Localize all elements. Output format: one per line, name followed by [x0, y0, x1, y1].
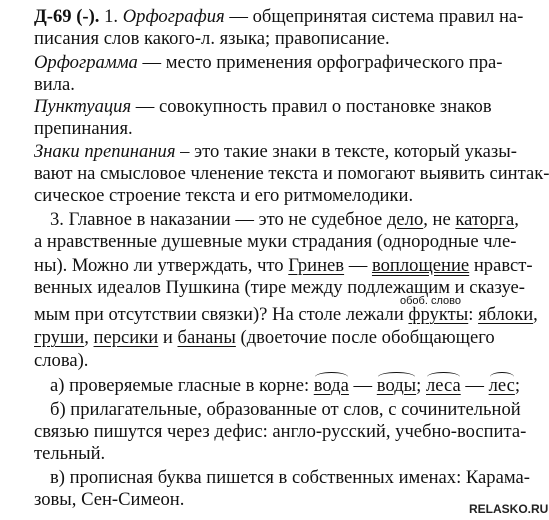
root-marked-word: вода — [313, 375, 349, 396]
sentence-text: , — [533, 304, 538, 325]
text-line — [50, 375, 520, 397]
text-line: связью пишутся через дефис: англо-русский, учебно-воспита- — [34, 421, 527, 442]
text-line — [34, 304, 538, 326]
predicate-underlined: воплощение — [371, 255, 470, 276]
sentence-text: — — [460, 375, 489, 396]
text-line: тельный. — [34, 443, 106, 464]
sentence-text: ; — [416, 375, 426, 396]
text-line: препинания. — [34, 118, 133, 139]
term-znaki-prepinaniya: Знаки препинания — [34, 141, 176, 162]
text-line — [34, 52, 502, 74]
underlined-word: персики — [93, 327, 159, 348]
watermark: RELASKO.RU — [469, 502, 549, 516]
definition-text: — совокупность правил о постановке знаков — [131, 96, 492, 117]
definition-text: — общепринятая система правил на- — [224, 6, 524, 27]
text-line — [34, 327, 495, 349]
underlined-word: груши — [34, 327, 85, 348]
subject-underlined: Гринев — [288, 255, 345, 276]
sentence-text: и — [158, 327, 178, 348]
text-line: сическое строение текста и его ритмомелодики. — [34, 185, 414, 206]
underlined-word: фрукты — [408, 304, 469, 325]
underlined-word: бананы — [177, 327, 236, 348]
text-line — [50, 209, 519, 231]
text-line: зовы, Сен-Симеон. — [34, 489, 185, 510]
text-line: в) прописная буква пишется в собственных именах: Карама- — [50, 467, 530, 488]
sentence-text: , — [514, 209, 519, 230]
root-marked-word: леса — [426, 375, 461, 396]
sentence-text: — — [348, 375, 377, 396]
text-line: вила. — [34, 74, 75, 95]
definition-text: — место применения орфографического пра- — [137, 52, 503, 73]
sentence-text: ; — [514, 375, 521, 396]
definition-text: – это такие знаки в тексте, который указы- — [175, 141, 517, 162]
underlined-word: каторга — [455, 209, 515, 230]
sentence-text: — — [344, 255, 372, 276]
root-marked-word: лес — [488, 375, 515, 396]
text-line: слова). — [34, 350, 89, 371]
item-number: 1. — [104, 6, 119, 27]
sentence-text: , — [84, 327, 94, 348]
exercise-label: Д-69 (-). — [34, 6, 100, 27]
text-line — [34, 6, 523, 28]
sentence-text: мым при отсутствии связки)? На столе лежали — [34, 304, 409, 325]
annotation-generalizing-word: обоб. слово — [400, 295, 461, 307]
underlined-word: дело — [386, 209, 424, 230]
sentence-text: , не — [423, 209, 456, 230]
sentence-text: 3. Главное в наказании — это не судебное — [50, 209, 387, 230]
text-line — [34, 255, 533, 277]
term-orfogramma: Орфограмма — [34, 52, 138, 73]
sentence-text: : — [468, 304, 479, 325]
underlined-word: яблоки — [478, 304, 534, 325]
sentence-text: (двоеточие после обобщающего — [235, 327, 495, 348]
text-line: вают на смысловое членение текста и помогают выявить синтак- — [34, 163, 549, 184]
root-marked-word: воды — [376, 375, 417, 396]
text-line: венных идеалов Пушкина (тире между подлежащим и сказуе- — [34, 277, 525, 298]
sentence-text: а) проверяемые гласные в корне: — [50, 375, 314, 396]
text-line — [34, 96, 492, 118]
term-punktuatsiya: Пунктуация — [34, 96, 132, 117]
sentence-text: ны). Можно ли утверждать, что — [34, 255, 289, 276]
text-line: б) прилагательные, образованные от слов, с сочинительной — [50, 399, 521, 420]
term-orfografiya: Орфография — [122, 6, 225, 27]
text-line: а нравственные душевные муки страдания (однородные чле- — [34, 231, 517, 252]
text-line — [34, 141, 517, 163]
sentence-text: нравст- — [469, 255, 533, 276]
text-line: писания слов какого-л. языка; правописание. — [34, 28, 390, 49]
